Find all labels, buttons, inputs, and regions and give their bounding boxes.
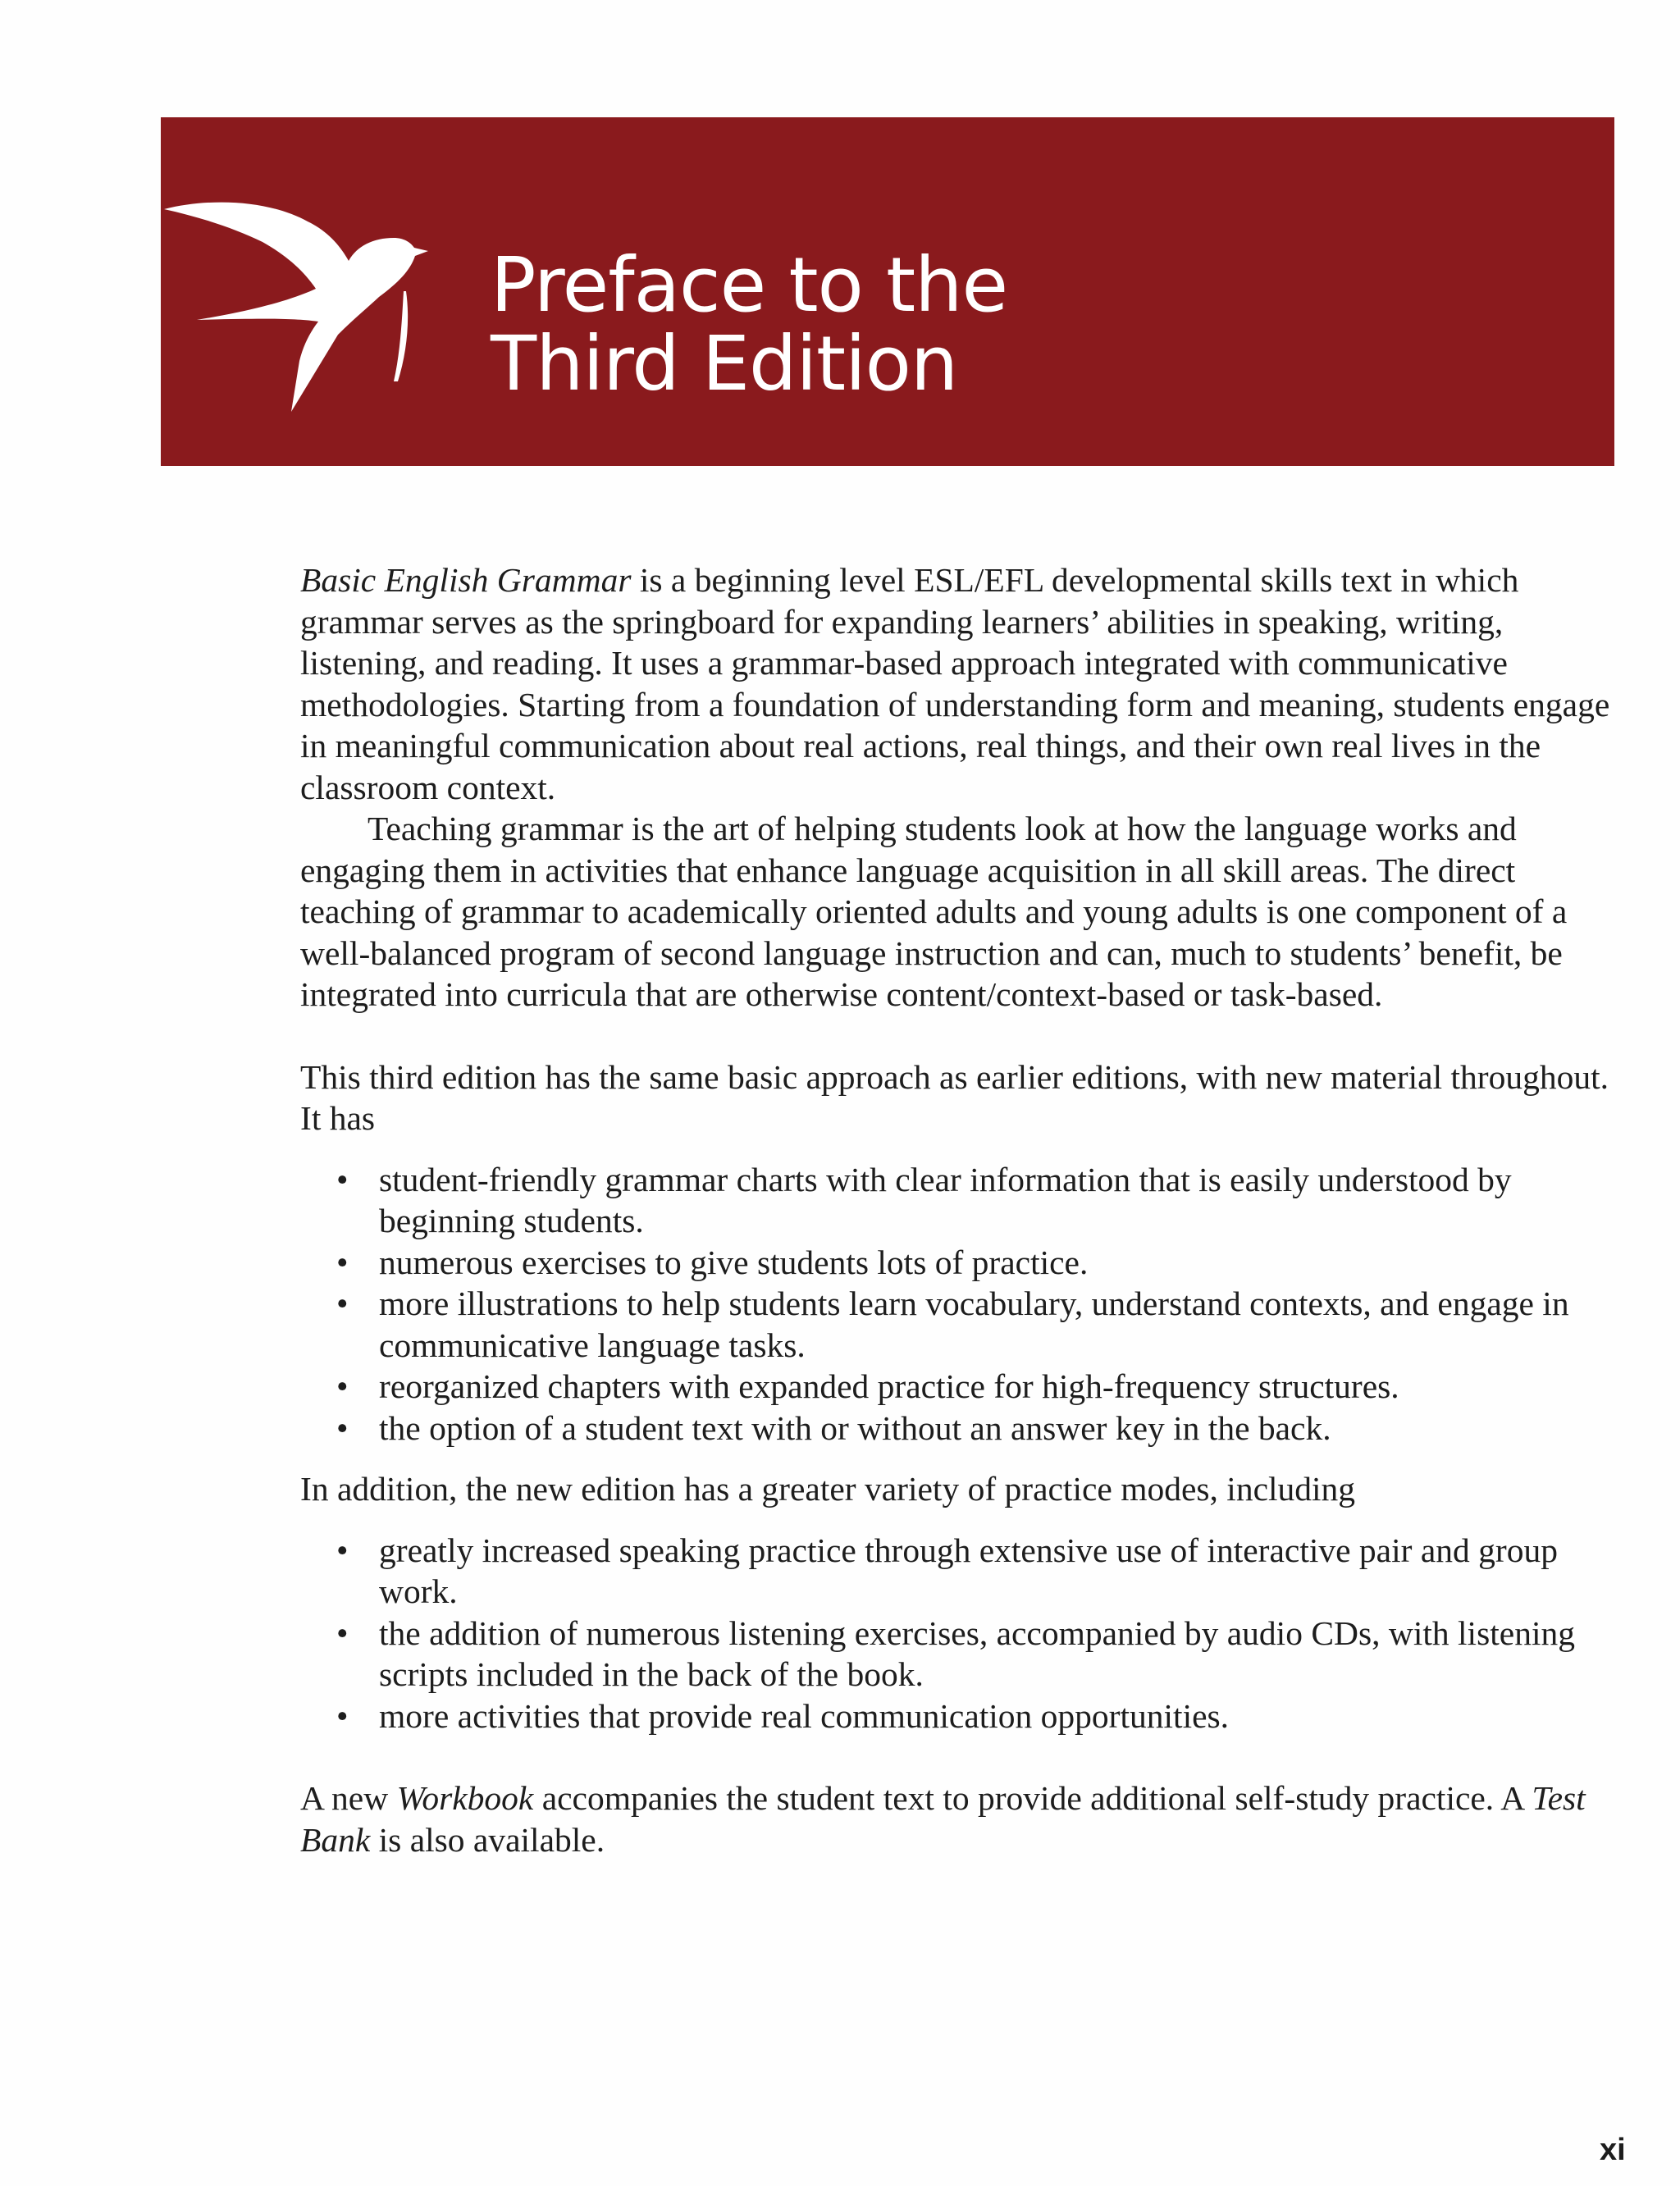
page-number: xi — [1600, 2133, 1626, 2167]
workbook-paragraph — [300, 1778, 1629, 1860]
list-item: • reorganized chapters with expanded practice for high-frequency structures. — [379, 1366, 1629, 1408]
list-item: • the addition of numerous listening exercises, accompanied by audio CDs, with listening scripts included in the back of the book. — [379, 1613, 1629, 1695]
list-item: • more activities that provide real communication opportunities. — [379, 1695, 1629, 1737]
workbook-suffix: is also available. — [370, 1820, 605, 1859]
intro-paragraph — [300, 559, 1629, 808]
swallow-bird-icon — [164, 197, 476, 418]
book-title: Basic English Grammar — [300, 561, 632, 599]
workbook-prefix: A new — [300, 1779, 397, 1817]
preface-body — [300, 559, 1629, 1860]
workbook-title: Workbook — [396, 1779, 534, 1817]
test-bank-title: Test Bank — [300, 1779, 1586, 1859]
title-line-2: Third Edition — [491, 320, 958, 408]
list-item: • more illustrations to help students learn vocabulary, understand contexts, and engage in communicative language tasks. — [379, 1283, 1629, 1366]
workbook-middle: accompanies the student text to provide additional self-study practice. A — [533, 1779, 1532, 1817]
intro-paragraph-text: is a beginning level ESL/EFL developmental skills text in which grammar serves as the springboard for expanding learners’ abilities in speaking, writing, listening, and reading. It uses a grammar-based approach integrated with communicative methodologies. Starting from a foundation of understanding form and meaning, students engage in meaningful communication about real actions, real things, and their own real lives in the classroom context. — [300, 561, 1610, 806]
page-title — [491, 241, 1008, 408]
teaching-paragraph: Teaching grammar is the art of helping students look at how the language works and engaging them in activities that enhance language acquisition in all skill areas. The direct teaching of grammar to academically oriented adults and young adults is one component of a well-balanced program of second language instruction and can, much to students’ benefit, be integrated into curricula that are otherwise content/context-based or task-based. — [300, 810, 1568, 1013]
list-item: • numerous exercises to give students lots of practice. — [379, 1242, 1629, 1284]
list-item: • greatly increased speaking practice through extensive use of interactive pair and group work. — [379, 1530, 1629, 1613]
practice-modes-paragraph: In addition, the new edition has a greater variety of practice modes, including — [300, 1470, 1356, 1508]
third-edition-paragraph: This third edition has the same basic approach as earlier editions, with new material throughout. It has — [300, 1057, 1609, 1137]
features-list — [300, 1159, 1629, 1449]
list-item: • student-friendly grammar charts with clear information that is easily understood by beginning students. — [379, 1159, 1629, 1242]
list-item: • the option of a student text with or without an answer key in the back. — [379, 1408, 1629, 1449]
practice-modes-list — [300, 1530, 1629, 1737]
title-line-1: Preface to the — [491, 241, 1008, 329]
